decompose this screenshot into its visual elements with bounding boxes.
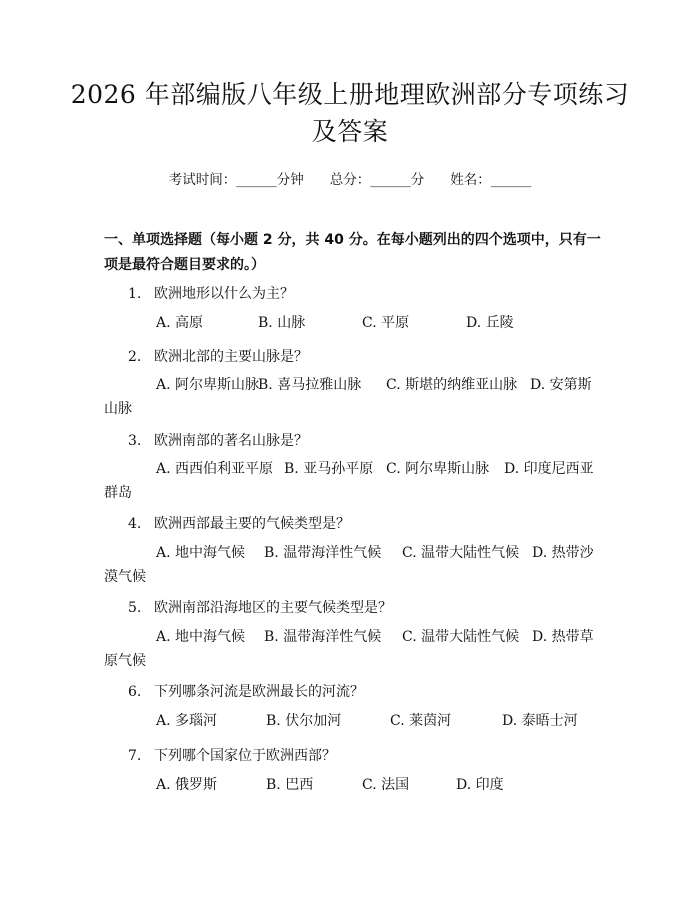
option-c: C. 法国 bbox=[362, 777, 410, 793]
question-options bbox=[104, 625, 604, 673]
option-b: B. 温带海洋性气候 bbox=[264, 545, 382, 561]
option-a: A. 俄罗斯 bbox=[156, 777, 218, 793]
section-heading: 一、单项选择题（每小题 2 分，共 40 分。在每小题列出的四个选项中，只有一项是最符合题目要求的。） bbox=[104, 232, 601, 273]
option-wrap-text: 原气候 bbox=[104, 653, 146, 669]
option-a: A. 地中海气候 bbox=[156, 545, 246, 561]
question-stem bbox=[104, 681, 604, 701]
question-stem bbox=[104, 745, 604, 765]
question-options bbox=[104, 773, 604, 797]
question-text: 欧洲南部的著名山脉是？ bbox=[154, 433, 308, 449]
option-a: A. 高原 bbox=[156, 315, 204, 331]
question-number: 4. bbox=[128, 516, 142, 532]
option-a: A. 西西伯利亚平原 bbox=[156, 461, 274, 477]
option-d: D. 丘陵 bbox=[466, 315, 514, 331]
option-d: D. 印度尼西亚 bbox=[504, 461, 594, 477]
option-wrap-text: 漠气候 bbox=[104, 569, 146, 585]
question-text: 欧洲西部最主要的气候类型是？ bbox=[154, 516, 350, 532]
option-b: B. 温带海洋性气候 bbox=[264, 629, 382, 645]
question-stem bbox=[104, 513, 604, 533]
question-text: 下列哪条河流是欧洲最长的河流？ bbox=[154, 684, 364, 700]
option-c: C. 阿尔卑斯山脉 bbox=[386, 461, 490, 477]
question-number: 7. bbox=[128, 748, 142, 764]
option-d: D. 热带草 bbox=[532, 629, 594, 645]
option-d: D. 泰晤士河 bbox=[502, 713, 578, 729]
question-text: 欧洲南部沿海地区的主要气候类型是？ bbox=[154, 600, 392, 616]
question-number: 1. bbox=[128, 286, 142, 302]
question-options bbox=[104, 541, 604, 589]
document-title: 2026 年部编版八年级上册地理欧洲部分专项练习及答案 bbox=[70, 80, 630, 146]
student-name-field: 姓名：______ bbox=[450, 172, 532, 188]
option-d: D. 热带沙 bbox=[532, 545, 594, 561]
question-options bbox=[104, 457, 604, 505]
question-number: 5. bbox=[128, 600, 142, 616]
option-b: B. 喜马拉雅山脉 bbox=[258, 377, 362, 393]
option-b: B. 伏尔加河 bbox=[266, 713, 342, 729]
question-text: 下列哪个国家位于欧洲西部？ bbox=[154, 748, 336, 764]
question-options bbox=[104, 373, 604, 421]
option-d: D. 印度 bbox=[456, 777, 504, 793]
question-stem bbox=[104, 346, 604, 366]
question-text: 欧洲地形以什么为主？ bbox=[154, 286, 294, 302]
option-c: C. 温带大陆性气候 bbox=[402, 545, 520, 561]
question-options bbox=[104, 709, 604, 733]
exam-info-line bbox=[0, 168, 700, 188]
option-a: A. 阿尔卑斯山脉 bbox=[156, 377, 260, 393]
exam-time-field: 考试时间：______分钟 bbox=[168, 172, 304, 188]
option-d: D. 安第斯 bbox=[530, 377, 592, 393]
option-c: C. 温带大陆性气候 bbox=[402, 629, 520, 645]
total-score-field: 总分：______分 bbox=[329, 172, 425, 188]
option-c: C. 平原 bbox=[362, 315, 410, 331]
question-text: 欧洲北部的主要山脉是？ bbox=[154, 349, 308, 365]
question-options bbox=[104, 311, 604, 335]
question-stem bbox=[104, 430, 604, 450]
question-stem bbox=[104, 597, 604, 617]
option-a: A. 多瑙河 bbox=[156, 713, 218, 729]
option-wrap-text: 山脉 bbox=[104, 401, 132, 417]
option-b: B. 亚马孙平原 bbox=[284, 461, 374, 477]
option-wrap-text: 群岛 bbox=[104, 485, 132, 501]
question-number: 6. bbox=[128, 684, 142, 700]
question-stem bbox=[104, 283, 604, 303]
option-c: C. 莱茵河 bbox=[390, 713, 452, 729]
option-b: B. 巴西 bbox=[266, 777, 314, 793]
option-b: B. 山脉 bbox=[258, 315, 306, 331]
option-a: A. 地中海气候 bbox=[156, 629, 246, 645]
question-number: 3. bbox=[128, 433, 142, 449]
option-c: C. 斯堪的纳维亚山脉 bbox=[386, 377, 518, 393]
question-number: 2. bbox=[128, 349, 142, 365]
